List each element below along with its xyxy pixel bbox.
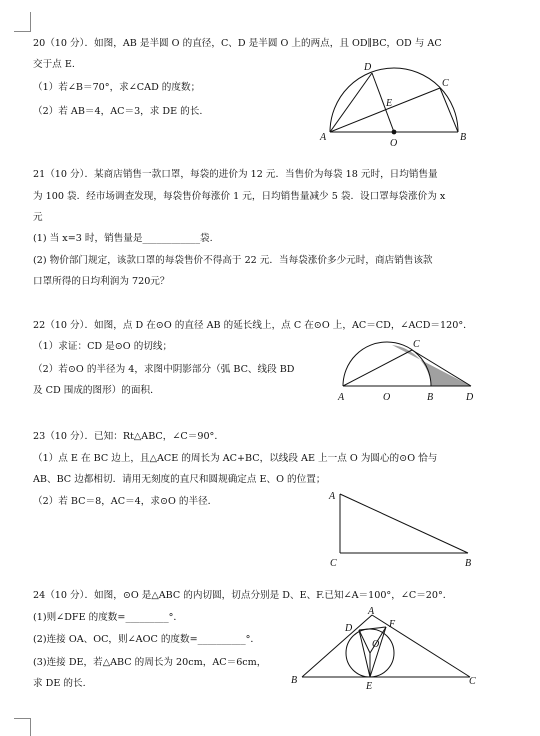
q21-line1: 21（10 分）．某商店销售一款口罩，每袋的进价为 12 元．当售价为每袋 18 元时，日均销售量	[33, 169, 438, 180]
q24-label-o: O	[372, 639, 380, 650]
q24-part2: (2)连接 OA、OC，则∠AOC 的度数=__________°．	[33, 634, 261, 645]
q22-label-a: A	[338, 392, 345, 403]
q21-line2: 为 100 袋．经市场调查发现，每袋售价每涨价 1 元，日均销售量减少 5 袋．设口罩每袋涨价为 x	[33, 191, 446, 202]
q20-line1: 20（10 分）．如图，AB 是半圆 O 的直径，C、D 是半圆 O 上的两点，且 OD∥BC，OD 与 AC	[33, 38, 442, 49]
q22-label-c: C	[413, 339, 420, 350]
q24-part3a: (3)连接 DE，若△ABC 的周长为 20cm，AC＝6cm，	[33, 657, 267, 668]
q23-figure	[325, 488, 485, 570]
q22-part1: （1）求证：CD 是⊙O 的切线；	[33, 341, 173, 352]
q20-line2: 交于点 E.	[33, 59, 75, 70]
q20-label-e: E	[386, 98, 393, 109]
crop-mark-bottom	[30, 718, 31, 736]
q24-label-f: F	[389, 619, 396, 630]
q24-figure	[290, 605, 480, 693]
q22-line1: 22（10 分）．如图，点 D 在⊙O 的直径 AB 的延长线上，点 C 在⊙O 上，AC＝CD，∠ACD＝120°．	[33, 320, 473, 331]
q23-part1b: AB、BC 边都相切．请用无刻度的直尺和圆规确定点 E、O 的位置；	[33, 474, 326, 485]
q20-label-a: A	[320, 132, 327, 143]
q20-label-c: C	[442, 78, 449, 89]
q20-part2: （2）若 AB＝4，AC＝3，求 DE 的长.	[33, 106, 203, 117]
q24-label-d: D	[345, 623, 353, 634]
q24-label-a: A	[368, 606, 375, 617]
q21-part2a: (2) 物价部门规定，该款口罩的每袋售价不得高于 22 元．当每袋涨价多少元时，商店销售该款	[33, 255, 433, 266]
q20-part1: （1）若∠B＝70°，求∠CAD 的度数；	[33, 82, 201, 93]
q23-line1: 23（10 分）．已知：Rt△ABC，∠C＝90°．	[33, 431, 224, 442]
crop-mark-bottom-h	[14, 718, 31, 719]
q23-label-a: A	[329, 491, 336, 502]
q24-line1: 24（10 分）．如图，⊙O 是△ABC 的内切圆，切点分别是 D、E、F.已知∠A＝100°，∠C＝20°．	[33, 590, 453, 601]
q20-label-o: O	[390, 138, 398, 149]
q24-label-c: C	[469, 676, 476, 687]
q24-part3b: 求 DE 的长.	[33, 678, 86, 689]
q22-figure	[335, 335, 480, 405]
q22-label-o: O	[383, 392, 391, 403]
crop-mark-top	[30, 12, 31, 32]
q23-label-b: B	[465, 558, 472, 569]
q21-line3: 元	[33, 212, 43, 223]
q20-label-b: B	[460, 132, 467, 143]
q24-part1: (1)则∠DFE 的度数=_________°．	[33, 612, 184, 623]
q24-label-b: B	[291, 675, 298, 686]
q23-part1a: （1）点 E 在 BC 边上，且△ACE 的周长为 AC+BC，以线段 AE 上一点 O 为圆心的⊙O 恰与	[33, 453, 438, 464]
q23-part2: （2）若 BC＝8，AC＝4，求⊙O 的半径．	[33, 496, 218, 507]
q22-label-b: B	[427, 392, 434, 403]
q20-figure	[310, 60, 485, 150]
q22-label-d: D	[466, 392, 474, 403]
q20-label-d: D	[364, 62, 372, 73]
q23-label-c: C	[330, 558, 337, 569]
q22-part2b: 及 CD 围成的图形）的面积．	[33, 385, 160, 396]
q21-part2b: 口罩所得的日均利润为 720元？	[33, 276, 170, 287]
q22-part2a: （2）若⊙O 的半径为 4，求图中阴影部分（弧 BC、线段 BD	[33, 364, 295, 375]
crop-mark-top-h	[14, 31, 31, 32]
q21-part1: (1) 当 x=3 时，销售量是____________袋.	[33, 233, 213, 244]
q24-label-e: E	[366, 681, 373, 692]
